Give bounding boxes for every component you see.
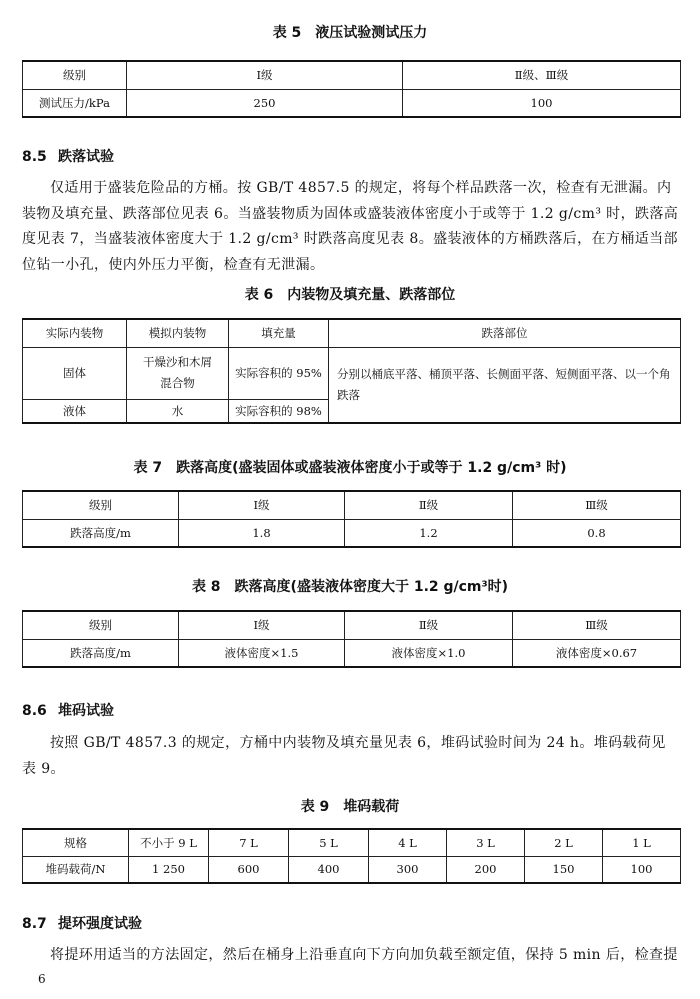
table-header-cell: 5 L (289, 829, 369, 856)
table-header-cell: Ⅲ级 (513, 491, 681, 519)
paragraph-line: 位钻一小孔，使内外压力平衡，检查有无泄漏。 (22, 256, 325, 273)
table-cell: 堆码载荷/N (23, 856, 129, 883)
section-title: 跌落试验 (58, 149, 114, 165)
table5 (22, 60, 681, 118)
table-cell: 100 (603, 856, 681, 883)
table-header-cell: 1 L (603, 829, 681, 856)
table-header-cell: 级别 (23, 611, 179, 639)
table-row (23, 89, 681, 117)
table-cell: 跌落高度/m (23, 639, 179, 667)
table-cell: 600 (209, 856, 289, 883)
table-header-cell: 实际内装物 (23, 319, 127, 347)
section-number: 8.7 (22, 916, 47, 932)
table-header-cell: Ⅰ级 (179, 611, 345, 639)
section-number: 8.6 (22, 703, 47, 719)
table-header-cell: 级别 (23, 491, 179, 519)
table-header-cell: Ⅰ级 (127, 61, 403, 89)
table-header-row (23, 611, 681, 639)
table-cell: 液体密度×1.0 (345, 639, 513, 667)
table-header-cell: Ⅰ级 (179, 491, 345, 519)
section-title: 提环强度试验 (58, 916, 142, 932)
table-cell: 400 (289, 856, 369, 883)
paragraph-line: 按照 GB/T 4857.3 的规定，方桶中内装物及填充量见表 6，堆码试验时间为 24 h。堆码载荷见 (50, 735, 666, 751)
section86-paragraph (22, 731, 682, 782)
table-cell: 液体密度×0.67 (513, 639, 681, 667)
paragraph-line: 将提环用适当的方法固定，然后在桶身上沿垂直向下方向加负载至额定值，保持 5 min 后，检查提 (50, 947, 678, 963)
table-header-cell: 填充量 (229, 319, 329, 347)
paragraph-line: 表 9。 (22, 760, 65, 777)
table-cell: 100 (403, 89, 681, 117)
table-cell: 1 250 (129, 856, 209, 883)
section-number: 8.5 (22, 149, 47, 165)
table5-caption: 表 5 液压试验测试压力 (272, 25, 428, 41)
table-header-cell: 规格 (23, 829, 129, 856)
paragraph-line: 装物及填充量、跌落部位见表 6。当盛装物质为固体或盛装液体密度小于或等于 1.2 g/cm³ 时，跌落高 (22, 205, 679, 222)
table-header-cell: Ⅱ级 (345, 611, 513, 639)
table-header-cell: Ⅱ级 (345, 491, 513, 519)
table-cell: 1.8 (179, 519, 345, 547)
table-cell: 300 (369, 856, 447, 883)
table8 (22, 610, 681, 668)
table6 (22, 318, 681, 424)
table-header-cell: 模拟内装物 (127, 319, 229, 347)
section-heading-8-7 (22, 913, 142, 933)
section-heading-8-5 (22, 146, 114, 166)
table9-caption: 表 9 堆码载荷 (300, 799, 400, 815)
table-cell: 0.8 (513, 519, 681, 547)
table-cell: 水 (127, 399, 229, 423)
table-cell: 实际容积的 95% (229, 347, 329, 399)
table7-caption: 表 7 跌落高度(盛装固体或盛装液体密度小于或等于 1.2 g/cm³ 时) (133, 460, 567, 476)
table-cell: 测试压力/kPa (23, 89, 127, 117)
table-header-cell: 7 L (209, 829, 289, 856)
table-cell: 干燥沙和木屑混合物 (127, 347, 229, 399)
table-header-cell: 不小于 9 L (129, 829, 209, 856)
table-cell: 液体密度×1.5 (179, 639, 345, 667)
table-header-cell: 4 L (369, 829, 447, 856)
table-row (23, 519, 681, 547)
table-header-cell: Ⅱ级、Ⅲ级 (403, 61, 681, 89)
section-heading-8-6 (22, 700, 114, 720)
table-header-row (23, 61, 681, 89)
table-header-row (23, 491, 681, 519)
table-header-cell: 跌落部位 (329, 319, 681, 347)
table-cell: 1.2 (345, 519, 513, 547)
page-number: 6 (38, 972, 46, 986)
table8-caption: 表 8 跌落高度(盛装液体密度大于 1.2 g/cm³时) (191, 579, 509, 595)
table-header-row (23, 829, 681, 856)
section87-paragraph (22, 943, 682, 969)
table-cell: 实际容积的 98% (229, 399, 329, 423)
table-cell: 200 (447, 856, 525, 883)
table-row (23, 347, 681, 399)
paragraph-line: 度见表 7，当盛装液体密度大于 1.2 g/cm³ 时跌落高度见表 8。盛装液体的方桶跌落后，在方桶适当部 (22, 231, 678, 247)
table-cell: 固体 (23, 347, 127, 399)
table9 (22, 828, 681, 884)
section85-paragraph (22, 176, 682, 278)
table-cell-drop-position: 分别以桶底平落、桶顶平落、长侧面平落、短侧面平落、以一个角跌落 (329, 347, 681, 423)
paragraph-line: 仅适用于盛装危险品的方桶。按 GB/T 4857.5 的规定，将每个样品跌落一次，检查有无泄漏。内 (50, 180, 672, 196)
table-cell: 250 (127, 89, 403, 117)
section-title: 堆码试验 (58, 703, 114, 719)
table-cell: 150 (525, 856, 603, 883)
table7 (22, 490, 681, 548)
table-header-cell: 级别 (23, 61, 127, 89)
table-row (23, 639, 681, 667)
table-row (23, 856, 681, 883)
table-header-row (23, 319, 681, 347)
table-cell: 液体 (23, 399, 127, 423)
table-header-cell: 3 L (447, 829, 525, 856)
table-header-cell: Ⅲ级 (513, 611, 681, 639)
table-cell: 跌落高度/m (23, 519, 179, 547)
table-header-cell: 2 L (525, 829, 603, 856)
table6-caption: 表 6 内装物及填充量、跌落部位 (244, 287, 456, 303)
